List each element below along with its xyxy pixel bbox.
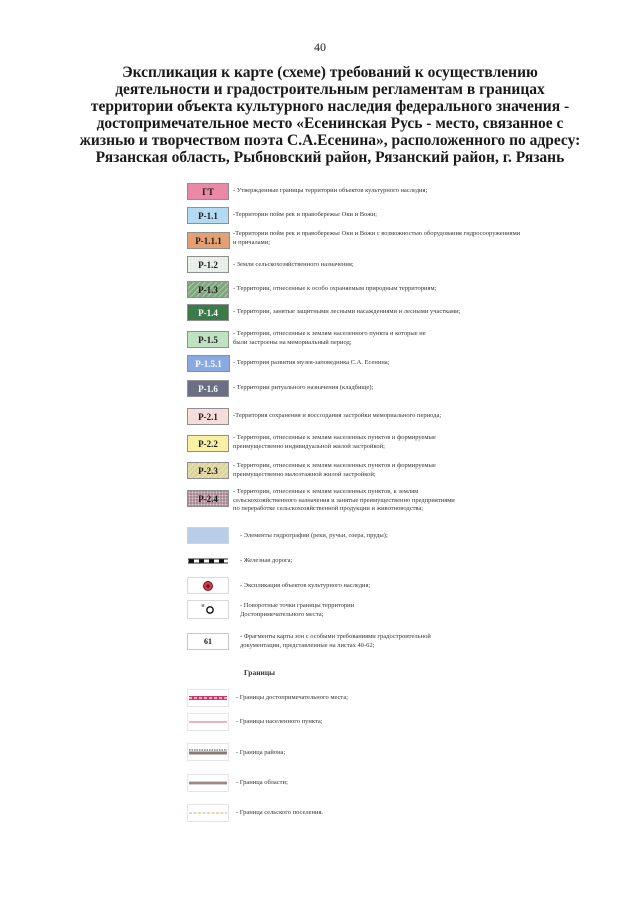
zone-description: - Утвержденные границы территории объектов культурного наследия; <box>233 187 428 194</box>
zone-code-label: Р-1.4 <box>198 307 218 318</box>
zone-code-swatch <box>187 408 229 425</box>
zone-code-swatch <box>187 462 229 479</box>
railway-line-icon <box>188 557 228 565</box>
zone-code-label: Р-2.1 <box>198 411 218 422</box>
border-description: - Границы достопримечательного места; <box>236 694 349 701</box>
zone-description: -Территории пойм рек и правобережье Оки и Вожи с возможностью оборудования гидросооружениями и причалами; <box>233 230 521 246</box>
zone-description: - Территории, отнесенные к землям населенных пунктов, к землям сельскохозяйственного назначения и занятые преимущественно предприятиями по переработке сельскохозяйственной продукции и животноводства; <box>233 488 455 512</box>
zone-code-swatch <box>187 355 230 372</box>
border-symbol <box>187 774 229 792</box>
zone-code-swatch <box>187 183 229 200</box>
zone-code-swatch <box>187 331 229 348</box>
page-number: 40 <box>314 40 326 54</box>
zone-code-swatch <box>187 281 229 298</box>
settlement-border-line-icon <box>188 714 228 730</box>
zone-description: -Территории пойм рек и правобережье Оки и Вожи; <box>233 211 377 218</box>
region-border-line-icon <box>188 775 228 791</box>
zone-description: - Территории, отнесенные к землям населенного пункта и которые не были застроены на мемориальный период; <box>233 330 426 346</box>
zone-code-label: Р-1.5.1 <box>195 358 222 369</box>
water-swatch <box>187 527 229 544</box>
zone-code-swatch <box>187 232 230 249</box>
zone-code-label: Р-1.1 <box>198 210 218 221</box>
zone-code-label: Р-1.6 <box>198 383 218 394</box>
landmark-border-line-icon <box>188 690 228 706</box>
zone-description: - Земли сельскохозяйственного назначения; <box>233 261 354 268</box>
zone-code-label: Р-2.4 <box>198 493 218 504</box>
border-symbol <box>187 804 229 822</box>
zone-description: - Территории, отнесенные к землям населенных пунктов и формируемые преимущественно индивидуальной жилой застройкой; <box>233 434 436 450</box>
border-description: - Граница района; <box>236 749 286 756</box>
symbol-description: - Фрагменты карты зон с особыми требованиями градостроительной документации, представленные на листах 40-62; <box>240 633 431 649</box>
zone-code-label: Р-1.5 <box>198 334 218 345</box>
turning-point-icon <box>205 605 215 615</box>
zone-code-swatch <box>187 256 229 273</box>
border-description: - Граница области; <box>236 779 288 786</box>
heritage-symbol <box>187 577 229 594</box>
railway-symbol <box>187 552 229 569</box>
zone-code-label: Р-2.3 <box>198 465 218 476</box>
border-symbol <box>187 743 229 761</box>
zone-code-label: Р-1.1.1 <box>195 235 222 246</box>
zone-code-swatch <box>187 435 229 452</box>
district-border-line-icon <box>188 744 228 760</box>
zone-code-swatch <box>187 207 229 224</box>
turning-point-symbol <box>187 600 229 619</box>
zone-description: - Территории, отнесенные к землям населенных пунктов и формируемые преимущественно малоэтажной жилой застройкой; <box>233 462 436 478</box>
zone-description: - Территории ритуального назначения (кладбище); <box>233 384 374 391</box>
zone-code-swatch <box>187 380 229 397</box>
zone-description: - Территории, занятые защитными лесными насаждениями и лесными участками; <box>233 308 461 315</box>
symbol-description: - Поворотные точки границы территории Достопримечательного места; <box>240 602 355 618</box>
symbol-description: - Элементы гидрографии (реки, ручьи, озера, пруды); <box>240 532 388 539</box>
heritage-object-icon <box>202 580 214 592</box>
turning-point-label: н <box>201 602 205 609</box>
zone-code-label: ГТ <box>202 186 214 197</box>
zone-code-label: Р-2.2 <box>198 438 218 449</box>
border-description: - Границы населенного пункта; <box>236 718 323 725</box>
zone-code-swatch <box>187 304 229 321</box>
zone-description: - Территории, отнесенные к особо охраняемым природным территориям; <box>233 285 437 292</box>
zone-description: - Территория развития музея-заповедника С.А. Есенина; <box>233 359 390 366</box>
symbol-description: - Экспликация объектов культурного наследия; <box>240 582 371 589</box>
borders-heading: Границы <box>244 668 276 677</box>
zone-description: -Территория сохранения и воссоздания застройки мемориального периода; <box>233 412 442 419</box>
sheet-number-label: 61 <box>204 637 212 646</box>
zone-code-swatch <box>187 490 229 507</box>
border-symbol <box>187 713 229 731</box>
border-symbol <box>187 689 229 707</box>
sheet-number-symbol <box>187 633 229 650</box>
document-title: Экспликация к карте (схеме) требований к осуществлению деятельности и градостроительным регламентам в границах территории объекта культурного наследия федерального значения - достопримечательное место «Есенинская Русь - место, связанное с жизнью и творчеством поэта С.А.Есенина», расположенного по адресу: Рязанская область, Рыбновский район, Рязанский район, г. Рязань <box>79 64 581 166</box>
zone-code-label: Р-1.3 <box>198 284 218 295</box>
symbol-description: - Железная дорога; <box>240 557 293 564</box>
zone-code-label: Р-1.2 <box>198 259 218 270</box>
rural-border-line-icon <box>188 805 228 821</box>
border-description: - Граница сельского поселения. <box>236 809 324 816</box>
